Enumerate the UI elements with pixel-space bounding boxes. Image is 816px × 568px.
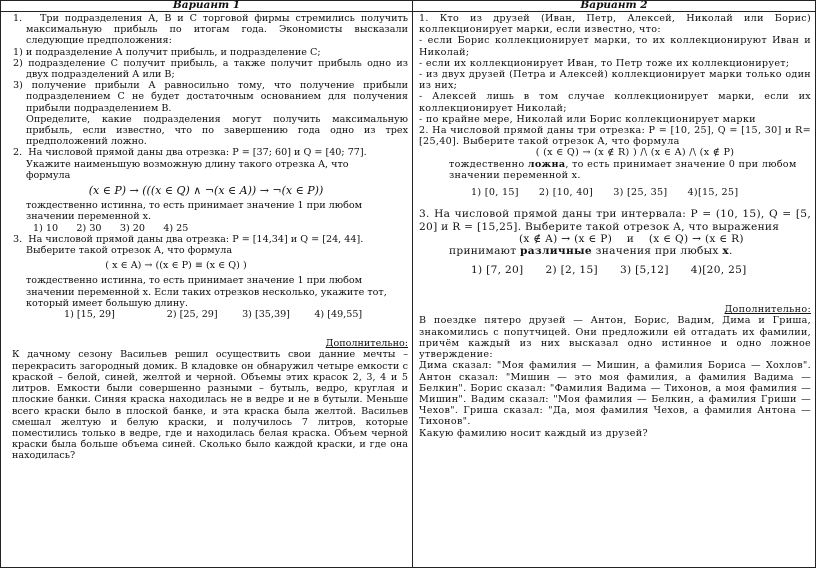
- v1-q3-after3: который имеет большую длину.: [26, 297, 188, 309]
- v2-extra-paragraph-2: Дима сказал: "Моя фамилия — Мишин, а фамилия Бориса — Хохлов". Антон сказал: "Мишин — это моя фамилия, а фамилия Вадима — Белкин". Борис сказал: "Фамилия Вадима — Тихонов, а моя фамилия — Мишин". Вадим сказал: "Моя фамилия — Белкин, а фамилия Гриши — Чехов". Гриша сказал: "Да, моя фамилия Чехов, а фамилия Антона — Тихонов".: [419, 360, 811, 428]
- v2-q2-option-1: 1) [0, 15]: [471, 187, 519, 199]
- v2-q2-options: [419, 187, 811, 198]
- v2-q2-option-3: 3) [25, 35]: [613, 187, 668, 199]
- v1-q2-after2: значении переменной x.: [26, 211, 152, 223]
- v2-q3-option-2: 2) [2, 15]: [545, 263, 598, 276]
- v2-extra-paragraph-3: Какую фамилию носит каждый из друзей?: [419, 427, 648, 439]
- variant2-title: Вариант 2: [413, 0, 815, 12]
- v1-q2-option-2: 2) 30: [76, 222, 102, 234]
- v1-q3-number: 3.: [13, 233, 23, 245]
- v1-q2-line2: Укажите наименьшую возможную длину такого отрезка A, что: [26, 158, 349, 170]
- v1-q1-item-3-num: 3): [13, 80, 23, 92]
- v1-q2-number: 2.: [13, 147, 23, 159]
- v1-q3-after2: значении переменной х. Если таких отрезков несколько, укажите тот,: [26, 286, 387, 298]
- v2-q3-option-3: 3) [5,12]: [619, 263, 669, 276]
- v1-q3-line1: [4, 234, 408, 245]
- variant1-body: [1, 12, 412, 462]
- v2-q2-formula: ( (x ∈ Q) → (x ∉ R) ) /\ (x ∈ A) /\ (x ∉ P): [535, 147, 735, 159]
- v2-q1-condition-1: - если Борис коллекционирует марки, то их коллекционируют Иван и Николай;: [419, 35, 811, 58]
- v2-q1-condition-4: - Алексей лишь в том случае коллекционирует марки, если их коллекционирует Николай;: [419, 91, 811, 114]
- v1-q1-number: 1.: [13, 13, 23, 24]
- v1-extra-text: К дачному сезону Васильев решил осуществить свои данние мечты – перекрасить загородный домик. В кладовке он обнаружил четыре емкости с краской – белой, синей, желтой и черной. Объемы этих красок 2, 3, 4 и 5 литров. Емкости были совершенно разными – бутыль, ведро, круглая и плоские банки. Синяя краска находилась не в ведре и не в бутыли. Меньше всего краски было в плоской банке, и эта краска была желтой. Васильев смешал желтую и белую краски, и получилось 7 литров, которые поместились только в ведре, где и находилась белая краска. Объем черной краски была больше объема синей. Сколько было каждой краски, и где она находилась?: [12, 349, 408, 462]
- v1-q1-text: Три подразделения А, В и С торговой фирмы стремились получить максимальную прибыль по итогам года. Экономисты высказали следующие предположения:: [26, 13, 408, 47]
- v2-q3-and: и: [626, 233, 635, 246]
- v2-q3-expr1: (x ∉ A) → (x ∈ P): [519, 233, 613, 246]
- v2-q3-option-4: 4)[20, 25]: [690, 263, 747, 276]
- v1-q1: [4, 13, 408, 47]
- v2-q3-after: [419, 245, 811, 257]
- v1-q2-line1-text: На числовой прямой даны два отрезка: P = [37; 60] и Q = [40; 77].: [28, 147, 367, 159]
- variant2-body: [413, 12, 815, 439]
- v1-q2-line1: [4, 147, 408, 158]
- v1-q3-option-3: 3) [35,39]: [242, 309, 290, 321]
- v1-q1-item-2: [4, 58, 408, 80]
- v2-q3-after-x: x: [722, 245, 729, 258]
- v2-q3-expressions: [419, 233, 811, 245]
- v1-q2-option-1: 1) 10: [33, 222, 59, 234]
- v1-q2-formula: (x ∈ P) → (((x ∈ Q) ∧ ¬(x ∈ A)) → ¬(x ∈ P)): [88, 184, 324, 198]
- v1-q3-line2: Выберите такой отрезок А, что формула: [26, 245, 233, 257]
- variant1-title: Вариант 1: [1, 0, 412, 12]
- v1-q1-item-2-num: 2): [13, 57, 23, 69]
- v2-extra-label: Дополнительно:: [724, 304, 811, 316]
- v2-q3-options: [419, 264, 811, 276]
- v2-q2-after1: [419, 159, 811, 170]
- v2-extra-paragraph-1: В поездке пятеро друзей — Антон, Борис, Вадим, Дима и Гриша, знакомились с попутчицей. Они предложили ей отгадать их фамилии, причём каждый из них высказал одно истинное и одно ложное утверждение:: [419, 315, 811, 361]
- v1-q2-after1: тождественно истинна, то есть принимает значение 1 при любом: [26, 200, 363, 212]
- v1-q2-option-3: 3) 20: [119, 222, 145, 234]
- variant2-column: [412, 0, 816, 568]
- v1-q1-item-3-text: получение прибыли А равносильно тому, что получение прибыли подразделением С не будет достаточным основанием для получения прибыли подразделением В.: [26, 80, 408, 114]
- v2-q1-intro: 1. Кто из друзей (Иван, Петр, Алексей, Николай или Борис) коллекционирует марки, если известно, что:: [419, 13, 811, 36]
- v1-q1-item-3: [4, 80, 408, 114]
- v2-q3-after-pre: принимают: [449, 245, 521, 258]
- v2-q2-option-2: 2) [10, 40]: [538, 187, 594, 199]
- v1-q2-options: [4, 223, 408, 234]
- v2-q1-condition-3: - из двух друзей (Петра и Алексей) коллекционирует марки только один из них;: [419, 69, 811, 92]
- v1-q1-item-2-text: подразделение С получит прибыль, а также получит прибыль одно из двух подразделений А или В;: [26, 57, 408, 81]
- v2-q1-condition-2: - если их коллекционирует Иван, то Петр тоже их коллекционирует;: [419, 57, 790, 69]
- v1-q1-item-1-num: 1): [13, 46, 23, 58]
- v2-q3-expr2: (x ∈ Q) → (x ∈ R): [648, 233, 744, 246]
- v2-q2-line1: 2. На числовой прямой даны три отрезка: P = [10, 25], Q = [15, 30] и R=[25,40]. Выберите такой отрезок A, что формула: [419, 125, 811, 148]
- v1-q3-formula: ( x ∈ A) → ((x ∈ P) ≡ (x ∈ Q) ): [105, 260, 247, 272]
- v1-q3-options: [4, 309, 408, 320]
- v1-q1-item-1-text: и подразделение А получит прибыль, и подразделение С;: [25, 46, 321, 58]
- v2-q2-option-4: 4)[15, 25]: [687, 187, 739, 199]
- v2-q3-after-end: .: [728, 245, 733, 258]
- v2-q3-after-bold: различные: [520, 245, 592, 258]
- v1-extra-label: Дополнительно:: [325, 338, 408, 350]
- v2-q2-after-pre: тождественно: [449, 158, 528, 170]
- v2-q2-after-bold: ложна: [527, 158, 566, 170]
- v2-q2-after-post: , то есть принимает значение 0 при любом: [565, 158, 797, 170]
- v2-q3-after-mid: значения при любых: [591, 245, 723, 258]
- v1-q2-line3: формула: [26, 169, 71, 181]
- v1-q3-after1: тождественно истинна, то есть принимает значение 1 при любом: [26, 275, 363, 287]
- v1-q1-question: Определите, какие подразделения могут получить максимальную прибыль, если известно, что по завершению года одно из трех предположений ложно.: [26, 113, 408, 148]
- v1-q1-item-1: [4, 47, 408, 58]
- v1-q3-line1-text: На числовой прямой даны два отрезка: P = [14,34] и Q = [24, 44].: [28, 233, 364, 245]
- v2-q2-after2: значении переменной x.: [449, 169, 581, 181]
- v1-q3-option-1: 1) [15, 29]: [64, 309, 115, 321]
- v2-q3-option-1: 1) [7, 20]: [471, 263, 524, 276]
- v2-q1-condition-5: - по крайне мере, Николай или Борис коллекционирует марки: [419, 113, 756, 125]
- v2-q3-line1: 3. На числовой прямой даны три интервала: P = (10, 15), Q = [5, 20] и R = [15,25]. Выберите такой отрезок A, что выражения: [419, 208, 811, 233]
- v1-q3-option-2: 2) [25, 29]: [166, 309, 218, 321]
- v1-q2-option-4: 4) 25: [163, 222, 189, 234]
- v1-q3-option-4: 4) [49,55]: [314, 309, 363, 321]
